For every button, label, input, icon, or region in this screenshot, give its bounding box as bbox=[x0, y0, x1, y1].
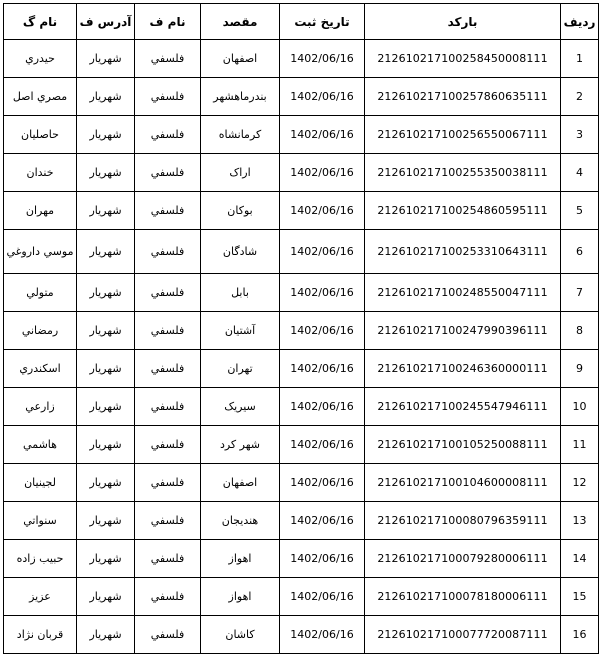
destination-cell: بوكان bbox=[201, 192, 280, 230]
header-date: تاریخ ثبت bbox=[280, 4, 365, 40]
row-number-cell: 10 bbox=[561, 388, 599, 426]
sender-name-cell: فلسفي bbox=[135, 464, 201, 502]
destination-cell: بندرماهشهر bbox=[201, 78, 280, 116]
row-number-cell: 15 bbox=[561, 578, 599, 616]
date-cell: 1402/06/16 bbox=[280, 616, 365, 654]
sender-name-cell: فلسفي bbox=[135, 230, 201, 274]
sender-name-cell: فلسفي bbox=[135, 540, 201, 578]
barcode-cell: 212610217100247990396111 bbox=[365, 312, 561, 350]
row-number-cell: 8 bbox=[561, 312, 599, 350]
barcode-cell: 212610217100256550067111 bbox=[365, 116, 561, 154]
table-row bbox=[4, 540, 599, 578]
barcode-cell: 212610217100254860595111 bbox=[365, 192, 561, 230]
date-cell: 1402/06/16 bbox=[280, 154, 365, 192]
barcode-cell: 212610217100080796359111 bbox=[365, 502, 561, 540]
sender-name-cell: فلسفي bbox=[135, 274, 201, 312]
header-receiver-name: نام گ bbox=[4, 4, 77, 40]
header-sender-name: نام ف bbox=[135, 4, 201, 40]
sender-address-cell: شهريار bbox=[77, 116, 135, 154]
sender-address-cell: شهريار bbox=[77, 78, 135, 116]
row-number-cell: 14 bbox=[561, 540, 599, 578]
date-cell: 1402/06/16 bbox=[280, 230, 365, 274]
receiver-name-cell: مصري اصل bbox=[4, 78, 77, 116]
table-row bbox=[4, 154, 599, 192]
receiver-name-cell: حيدري bbox=[4, 40, 77, 78]
receiver-name-cell: هاشمي bbox=[4, 426, 77, 464]
row-number-cell: 3 bbox=[561, 116, 599, 154]
sender-name-cell: فلسفي bbox=[135, 40, 201, 78]
sender-name-cell: فلسفي bbox=[135, 312, 201, 350]
destination-cell: اهواز bbox=[201, 540, 280, 578]
destination-cell: تهران bbox=[201, 350, 280, 388]
sender-name-cell: فلسفي bbox=[135, 388, 201, 426]
receiver-name-cell: متولي bbox=[4, 274, 77, 312]
sender-address-cell: شهريار bbox=[77, 230, 135, 274]
table-row bbox=[4, 78, 599, 116]
row-number-cell: 2 bbox=[561, 78, 599, 116]
sender-name-cell: فلسفي bbox=[135, 350, 201, 388]
barcode-cell: 212610217100105250088111 bbox=[365, 426, 561, 464]
table-row bbox=[4, 464, 599, 502]
barcode-cell: 212610217100245547946111 bbox=[365, 388, 561, 426]
header-barcode: بارکد bbox=[365, 4, 561, 40]
table-row bbox=[4, 616, 599, 654]
sender-address-cell: شهريار bbox=[77, 578, 135, 616]
date-cell: 1402/06/16 bbox=[280, 388, 365, 426]
row-number-cell: 13 bbox=[561, 502, 599, 540]
sender-name-cell: فلسفي bbox=[135, 426, 201, 464]
destination-cell: اصفهان bbox=[201, 464, 280, 502]
header-sender-address: آدرس ف bbox=[77, 4, 135, 40]
barcode-cell: 212610217100079280006111 bbox=[365, 540, 561, 578]
sender-address-cell: شهريار bbox=[77, 350, 135, 388]
date-cell: 1402/06/16 bbox=[280, 312, 365, 350]
sender-address-cell: شهريار bbox=[77, 274, 135, 312]
row-number-cell: 16 bbox=[561, 616, 599, 654]
sender-address-cell: شهريار bbox=[77, 616, 135, 654]
receiver-name-cell: حاصليان bbox=[4, 116, 77, 154]
sender-address-cell: شهريار bbox=[77, 502, 135, 540]
row-number-cell: 6 bbox=[561, 230, 599, 274]
date-cell: 1402/06/16 bbox=[280, 426, 365, 464]
row-number-cell: 7 bbox=[561, 274, 599, 312]
row-number-cell: 1 bbox=[561, 40, 599, 78]
row-number-cell: 9 bbox=[561, 350, 599, 388]
table-row bbox=[4, 426, 599, 464]
shipment-table bbox=[3, 3, 599, 654]
sender-address-cell: شهريار bbox=[77, 540, 135, 578]
barcode-cell: 212610217100253310643111 bbox=[365, 230, 561, 274]
row-number-cell: 12 bbox=[561, 464, 599, 502]
table-row bbox=[4, 116, 599, 154]
receiver-name-cell: زارعي bbox=[4, 388, 77, 426]
destination-cell: كرمانشاه bbox=[201, 116, 280, 154]
date-cell: 1402/06/16 bbox=[280, 350, 365, 388]
sender-name-cell: فلسفي bbox=[135, 616, 201, 654]
table-row bbox=[4, 274, 599, 312]
barcode-cell: 212610217100077720087111 bbox=[365, 616, 561, 654]
sender-address-cell: شهريار bbox=[77, 388, 135, 426]
table-row bbox=[4, 230, 599, 274]
sender-name-cell: فلسفي bbox=[135, 192, 201, 230]
sender-address-cell: شهريار bbox=[77, 312, 135, 350]
date-cell: 1402/06/16 bbox=[280, 464, 365, 502]
table-row bbox=[4, 350, 599, 388]
destination-cell: آشتيان bbox=[201, 312, 280, 350]
sender-name-cell: فلسفي bbox=[135, 154, 201, 192]
sender-name-cell: فلسفي bbox=[135, 116, 201, 154]
date-cell: 1402/06/16 bbox=[280, 78, 365, 116]
barcode-cell: 212610217100104600008111 bbox=[365, 464, 561, 502]
row-number-cell: 11 bbox=[561, 426, 599, 464]
table-row bbox=[4, 192, 599, 230]
destination-cell: اصفهان bbox=[201, 40, 280, 78]
sender-address-cell: شهريار bbox=[77, 426, 135, 464]
date-cell: 1402/06/16 bbox=[280, 116, 365, 154]
date-cell: 1402/06/16 bbox=[280, 192, 365, 230]
receiver-name-cell: لجينيان bbox=[4, 464, 77, 502]
sender-address-cell: شهريار bbox=[77, 192, 135, 230]
header-destination: مقصد bbox=[201, 4, 280, 40]
date-cell: 1402/06/16 bbox=[280, 502, 365, 540]
receiver-name-cell: اسكندري bbox=[4, 350, 77, 388]
receiver-name-cell: عزيز bbox=[4, 578, 77, 616]
receiver-name-cell: موسي داروغي bbox=[4, 230, 77, 274]
destination-cell: اهواز bbox=[201, 578, 280, 616]
barcode-cell: 212610217100258450008111 bbox=[365, 40, 561, 78]
sender-address-cell: شهريار bbox=[77, 40, 135, 78]
destination-cell: شادگان bbox=[201, 230, 280, 274]
table-row bbox=[4, 312, 599, 350]
destination-cell: سيريک bbox=[201, 388, 280, 426]
table-row bbox=[4, 40, 599, 78]
barcode-cell: 212610217100255350038111 bbox=[365, 154, 561, 192]
barcode-cell: 212610217100078180006111 bbox=[365, 578, 561, 616]
row-number-cell: 4 bbox=[561, 154, 599, 192]
date-cell: 1402/06/16 bbox=[280, 274, 365, 312]
sender-name-cell: فلسفي bbox=[135, 502, 201, 540]
receiver-name-cell: سنواتي bbox=[4, 502, 77, 540]
date-cell: 1402/06/16 bbox=[280, 578, 365, 616]
barcode-cell: 212610217100246360000111 bbox=[365, 350, 561, 388]
row-number-cell: 5 bbox=[561, 192, 599, 230]
receiver-name-cell: مهران bbox=[4, 192, 77, 230]
receiver-name-cell: قربان نژاد bbox=[4, 616, 77, 654]
sender-name-cell: فلسفي bbox=[135, 78, 201, 116]
destination-cell: اراک bbox=[201, 154, 280, 192]
table-header-row bbox=[4, 4, 599, 40]
date-cell: 1402/06/16 bbox=[280, 40, 365, 78]
destination-cell: بابل bbox=[201, 274, 280, 312]
table-row bbox=[4, 578, 599, 616]
receiver-name-cell: رمضاني bbox=[4, 312, 77, 350]
header-row-number: ردیف bbox=[561, 4, 599, 40]
barcode-cell: 212610217100257860635111 bbox=[365, 78, 561, 116]
receiver-name-cell: حبيب زاده bbox=[4, 540, 77, 578]
receiver-name-cell: خندان bbox=[4, 154, 77, 192]
date-cell: 1402/06/16 bbox=[280, 540, 365, 578]
table-row bbox=[4, 388, 599, 426]
destination-cell: هنديجان bbox=[201, 502, 280, 540]
sender-address-cell: شهريار bbox=[77, 464, 135, 502]
destination-cell: شهر كرد bbox=[201, 426, 280, 464]
destination-cell: كاشان bbox=[201, 616, 280, 654]
barcode-cell: 212610217100248550047111 bbox=[365, 274, 561, 312]
table-row bbox=[4, 502, 599, 540]
sender-name-cell: فلسفي bbox=[135, 578, 201, 616]
sender-address-cell: شهريار bbox=[77, 154, 135, 192]
